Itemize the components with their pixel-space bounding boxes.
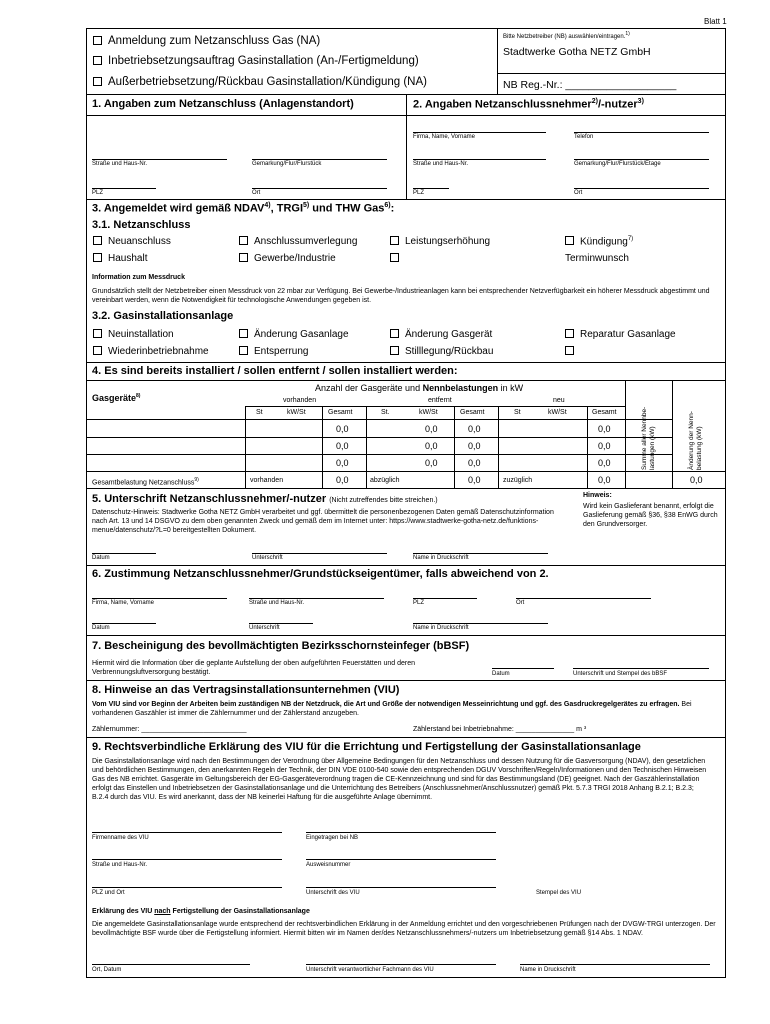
section-2-title: 2. Angaben Netzanschlussnehmer$^{2)}$/-nutzer$^{3)}$: [413, 98, 644, 111]
s9-ausweisnummer[interactable]: Ausweisnummer: [306, 862, 351, 868]
checkbox[interactable]: [390, 346, 399, 355]
field-ort[interactable]: Ort: [252, 190, 261, 196]
total-zuzueglich[interactable]: 0,0: [598, 475, 611, 485]
field-telefon[interactable]: Telefon: [574, 134, 594, 140]
s9-ort-datum[interactable]: Ort, Datum: [92, 967, 122, 973]
s6-ort[interactable]: Ort: [516, 600, 525, 606]
s9-eingetragen[interactable]: Eingetragen bei NB: [306, 835, 359, 841]
col-st-1: St: [256, 409, 263, 416]
field-strasse-2[interactable]: Straße und Haus-Nr.: [413, 161, 469, 167]
checkbox[interactable]: [565, 329, 574, 338]
option-neuinstallation[interactable]: Neuinstallation: [93, 329, 174, 340]
option-empty-2[interactable]: [565, 346, 580, 357]
zaehlerstand[interactable]: Zählerstand bei Inbetriebnahme: _______________ m ³: [413, 726, 587, 733]
option-entsperrung[interactable]: Entsperrung: [239, 346, 308, 357]
s9-strasse[interactable]: Straße und Haus-Nr.: [92, 862, 148, 868]
erklaerung-text: Die angemeldete Gasinstallationsanlage wurde entsprechend der rechtsverbindlichen Erklärung in der Anmeldung errichtet und den vorgeschriebenen Prüfungen nach der DVGW-TRGI unterzogen. Der bevollmächtigte BSF wurde über die Fertigstellung informiert. Hiermit bitten wir im Namen der/des Netzanschlussnehmers/-nutzers um Inbetriebsetzung gemäß §14 Abs. 1 NDAV.: [92, 921, 716, 937]
section-6-title: 6. Zustimmung Netzanschlussnehmer/Grundstückseigentümer, falls abweichend von 2.: [92, 568, 549, 580]
section-5-title: 5. Unterschrift Netzanschlussnehmer/-nutzer (Nicht zutreffendes bitte streichen.): [92, 493, 438, 505]
sig5-datum[interactable]: Datum: [92, 555, 110, 561]
section-3-2-title: 3.2. Gasinstallationsanlage: [92, 310, 234, 322]
option-reparatur[interactable]: Reparatur Gasanlage: [565, 329, 676, 340]
option-ausserbetriebsetzung[interactable]: Außerbetriebsetzung/Rückbau Gasinstallation/Kündigung (NA): [93, 76, 427, 88]
checkbox[interactable]: [565, 346, 574, 355]
checkbox[interactable]: [239, 253, 248, 262]
erklaerung-title: Erklärung des VIU nach Fertigstellung der Gasinstallationsanlage: [92, 908, 310, 915]
s9-fachmann[interactable]: Unterschrift verantwortlicher Fachmann des VIU: [306, 967, 434, 973]
row3-kwst-2[interactable]: 0,0: [425, 458, 438, 468]
zaehlernummer[interactable]: Zählernummer: ___________________________: [92, 726, 247, 733]
field-plz-2[interactable]: PLZ: [413, 190, 425, 196]
option-aenderung-gasgeraet[interactable]: Änderung Gasgerät: [390, 329, 492, 340]
option-inbetriebsetzung[interactable]: Inbetriebsetzungsauftrag Gasinstallation (An-/Fertigmeldung): [93, 55, 419, 67]
s9-plz-ort[interactable]: PLZ und Ort: [92, 890, 125, 896]
field-plz[interactable]: PLZ: [92, 190, 104, 196]
checkbox[interactable]: [239, 346, 248, 355]
checkbox[interactable]: [565, 236, 574, 245]
checkbox[interactable]: [93, 346, 102, 355]
datenschutz-text: Datenschutz-Hinweis: Stadtwerke Gotha NETZ GmbH verarbeitet und ggf. übermittelt die personenbezogenen Daten gemäß Datenschutzinformation nach Art. 13 und 14 DSGVO zu dem oben genannten Zweck und gemäß dem im Internet unter: https://www.stadtwerke-gotha-netz.de/funktions-menue/datenschutz/?L=0 bereitgestellten Dokument.: [92, 509, 554, 534]
col-st-2: St.: [381, 409, 390, 416]
total-vorhanden-label: vorhanden: [250, 477, 284, 484]
option-leistungserhoehung[interactable]: Leistungserhöhung: [390, 236, 490, 247]
checkbox[interactable]: [93, 56, 102, 65]
col-kwst-1: kW/St: [287, 409, 306, 416]
s6-datum[interactable]: Datum: [92, 625, 110, 631]
field-strasse[interactable]: Straße und Haus-Nr.: [92, 161, 148, 167]
option-haushalt[interactable]: Haushalt: [93, 253, 147, 264]
checkbox[interactable]: [93, 253, 102, 262]
s8-text: Vom VIU sind vor Beginn der Arbeiten beim zuständigen NB der Netzdruck, die Art und Größe der notwendigen Messeinrichtung und ggf. des Gasdruckregelgerätes zu erfragen. Bei vorhandenen Gaszähler ist immer die Zählernummer und der Zählerstand anzugeben.: [92, 701, 692, 717]
field-gemarkung-etage[interactable]: Gemarkung/Flur/Flurstück/Etage: [574, 161, 661, 167]
col-gesamt-3: Gesamt: [592, 409, 617, 416]
reg-number[interactable]: NB Reg.-Nr.: ___________________: [503, 79, 677, 91]
option-gewerbe[interactable]: Gewerbe/Industrie: [239, 253, 336, 264]
option-stilllegung[interactable]: Stilllegung/Rückbau: [390, 346, 493, 357]
info-messdruck-text: Grundsätzlich stellt der Netzbetreiber einen Messdruck von 22 mbar zur Verfügung. Bei Gewerbe-/Industrieanlagen kann bei entsprechender Netzverfügbarkeit ein höherer Messdruck abgestimmt und vereinbart werden, wenn die Notwendigkeit für technologische Anwendungen gegeben ist.: [92, 288, 710, 304]
s6-firma[interactable]: Firma, Name, Vorname: [92, 600, 155, 606]
rot-aenderung: Änderung der Nenn-belastung (kW): [688, 411, 703, 470]
col-kwst-2: kW/St: [419, 409, 438, 416]
s7-datum[interactable]: Datum: [492, 671, 510, 677]
checkbox[interactable]: [93, 77, 102, 86]
terminwunsch-label[interactable]: Terminwunsch: [565, 253, 629, 264]
sig5-unterschrift[interactable]: Unterschrift: [252, 555, 283, 561]
row2-gesamt-1[interactable]: 0,0: [336, 441, 349, 451]
col-kwst-3: kW/St: [548, 409, 567, 416]
total-zuzueglich-label: zuzüglich: [503, 477, 533, 484]
entfernt-header: entfernt: [428, 397, 452, 404]
s9-text: Die Gasinstallationsanlage wird nach den Bestimmungen der Verordnung über Allgemeine Bedingungen für den Netzanschluss und dessen Nutzung für die Gasversorgung (NDAV), den gesetzlichen und behördlichen Bestimmungen, den anerkannten Regeln der Technik, der DIN VDE 0100-540 sowie den entsprechenden DGUV Vorschriften/Regeln/Informationen und den Technischen Hinweisen Gas des NB errichtet. Gasgeräte im Geltungsbereich der EG-Gasgeräteverordnung tragen die CE-Kennzeichnung und sind für das Bestimmungsland (DE) geeignet. Nach der Gaszählerinstallation erfolgt das Einstellen und Inbetriebsetzen der Gasinstallationsanlage und die Unterrichtung des Betreibers (Anschlussnehmer/Anschlussnutzer) gemäß Pkt. 5.7.3 TRGI 2018 Anhang B.2.1; B.2.3; B.2.4 durch das VIU. Es wird anerkannt, dass der NB keinerlei Haftung für die ausgeführte Anlage übernimmt.: [92, 758, 707, 801]
checkbox[interactable]: [390, 253, 399, 262]
total-abzueglich[interactable]: 0,0: [468, 475, 481, 485]
checkbox[interactable]: [93, 36, 102, 45]
checkbox[interactable]: [93, 236, 102, 245]
row1-gesamt-2[interactable]: 0,0: [468, 424, 481, 434]
col-st-3: St: [514, 409, 521, 416]
option-wiederinbetriebnahme[interactable]: Wiederinbetriebnahme: [93, 346, 209, 357]
info-messdruck-title: Information zum Messdruck: [92, 274, 185, 281]
s9-name[interactable]: Name in Druckschrift: [520, 967, 576, 973]
total-vorhanden[interactable]: 0,0: [336, 475, 349, 485]
row3-gesamt-1[interactable]: 0,0: [336, 458, 349, 468]
row2-kwst-2[interactable]: 0,0: [425, 441, 438, 451]
s6-strasse[interactable]: Straße und Haus-Nr.: [249, 600, 305, 606]
rot-summe: Summe aller Nennbe-lastungen (kW): [641, 406, 656, 470]
checkbox[interactable]: [93, 329, 102, 338]
field-gemarkung[interactable]: Gemarkung/Flur/Flurstück: [252, 161, 322, 167]
s9-stempel[interactable]: Stempel des VIU: [536, 890, 582, 896]
checkbox[interactable]: [390, 236, 399, 245]
row1-gesamt-3[interactable]: 0,0: [598, 424, 611, 434]
s9-firmenname[interactable]: Firmenname des VIU: [92, 835, 149, 841]
vorhanden-header: vorhanden: [283, 397, 317, 404]
option-neuanschluss[interactable]: Neuanschluss: [93, 236, 171, 247]
operator-hint: Bitte Netzbetreiber (NB) auswählen/eintragen.$^{1)}$: [503, 31, 630, 40]
section-9-title: 9. Rechtsverbindliche Erklärung des VIU für die Errichtung und Fertigstellung der Gasinstallationsanlage: [92, 741, 641, 753]
option-aenderung-gasanlage[interactable]: Änderung Gasanlage: [239, 329, 349, 340]
hint-title: Hinweis:: [583, 492, 612, 499]
s6-plz[interactable]: PLZ: [413, 600, 425, 606]
s6-unterschrift[interactable]: Unterschrift: [249, 625, 280, 631]
hint-text: Wird kein Gaslieferant benannt, erfolgt die Gaslieferung gemäß §36, §38 EnWG durch den Grundversorger.: [583, 503, 718, 528]
checkbox[interactable]: [390, 329, 399, 338]
section-7-title: 7. Bescheinigung des bevollmächtigten Bezirksschornsteinfeger (bBSF): [92, 640, 470, 652]
checkbox[interactable]: [239, 236, 248, 245]
operator-name[interactable]: Stadtwerke Gotha NETZ GmbH: [503, 46, 651, 58]
s7-text: Hiermit wird die Information über die geplante Aufstellung der oben aufgeführten Feuerstätten und deren Verbrennungsluftversorgung bestätigt.: [92, 660, 415, 676]
field-firma-name[interactable]: Firma, Name, Vorname: [413, 134, 476, 140]
anzahl-header: Anzahl der Gasgeräte und Nennbelastungen in kW: [315, 383, 524, 393]
total-abzueglich-label: abzüglich: [370, 477, 400, 484]
section-1-title: 1. Angaben zum Netzanschluss (Anlagenstandort): [92, 98, 354, 110]
col-gesamt-1: Gesamt: [328, 409, 353, 416]
section-4-title: 4. Es sind bereits installiert / sollen entfernt / sollen installiert werden:: [92, 365, 458, 377]
neu-header: neu: [553, 397, 565, 404]
sheet-number: Blatt 1: [704, 17, 727, 26]
option-empty[interactable]: [390, 253, 405, 264]
row3-gesamt-3[interactable]: 0,0: [598, 458, 611, 468]
row2-gesamt-3[interactable]: 0,0: [598, 441, 611, 451]
option-anschlussumverlegung[interactable]: Anschlussumverlegung: [239, 236, 357, 247]
section-8-title: 8. Hinweise an das Vertragsinstallationsunternehmen (VIU): [92, 684, 400, 696]
section-3-title: 3. Angemeldet wird gemäß NDAV$^{4)}$, TRGI$^{5)}$ und THW Gas$^{6)}$:: [92, 202, 395, 215]
s9-unterschrift[interactable]: Unterschrift des VIU: [306, 890, 360, 896]
s6-name[interactable]: Name in Druckschrift: [413, 625, 469, 631]
section-3-1-title: 3.1. Netzanschluss: [92, 219, 191, 231]
geraete-label: Gasgeräte$^{8)}$: [92, 393, 141, 403]
sig5-name[interactable]: Name in Druckschrift: [413, 555, 469, 561]
field-ort-2[interactable]: Ort: [574, 190, 583, 196]
row1-kwst-2[interactable]: 0,0: [425, 424, 438, 434]
option-kuendigung[interactable]: Kündigung$^{7)}$: [565, 236, 633, 247]
gesamtbelastung-label: Gesamtbelastung Netzanschluss$^{9)}$: [92, 477, 199, 487]
row1-gesamt-1[interactable]: 0,0: [336, 424, 349, 434]
row2-gesamt-2[interactable]: 0,0: [468, 441, 481, 451]
row3-gesamt-2[interactable]: 0,0: [468, 458, 481, 468]
checkbox[interactable]: [239, 329, 248, 338]
total-aenderung[interactable]: 0,0: [690, 475, 703, 485]
s7-unterschrift[interactable]: Unterschrift und Stempel des bBSF: [573, 671, 668, 677]
option-anmeldung[interactable]: Anmeldung zum Netzanschluss Gas (NA): [93, 35, 320, 47]
col-gesamt-2: Gesamt: [460, 409, 485, 416]
